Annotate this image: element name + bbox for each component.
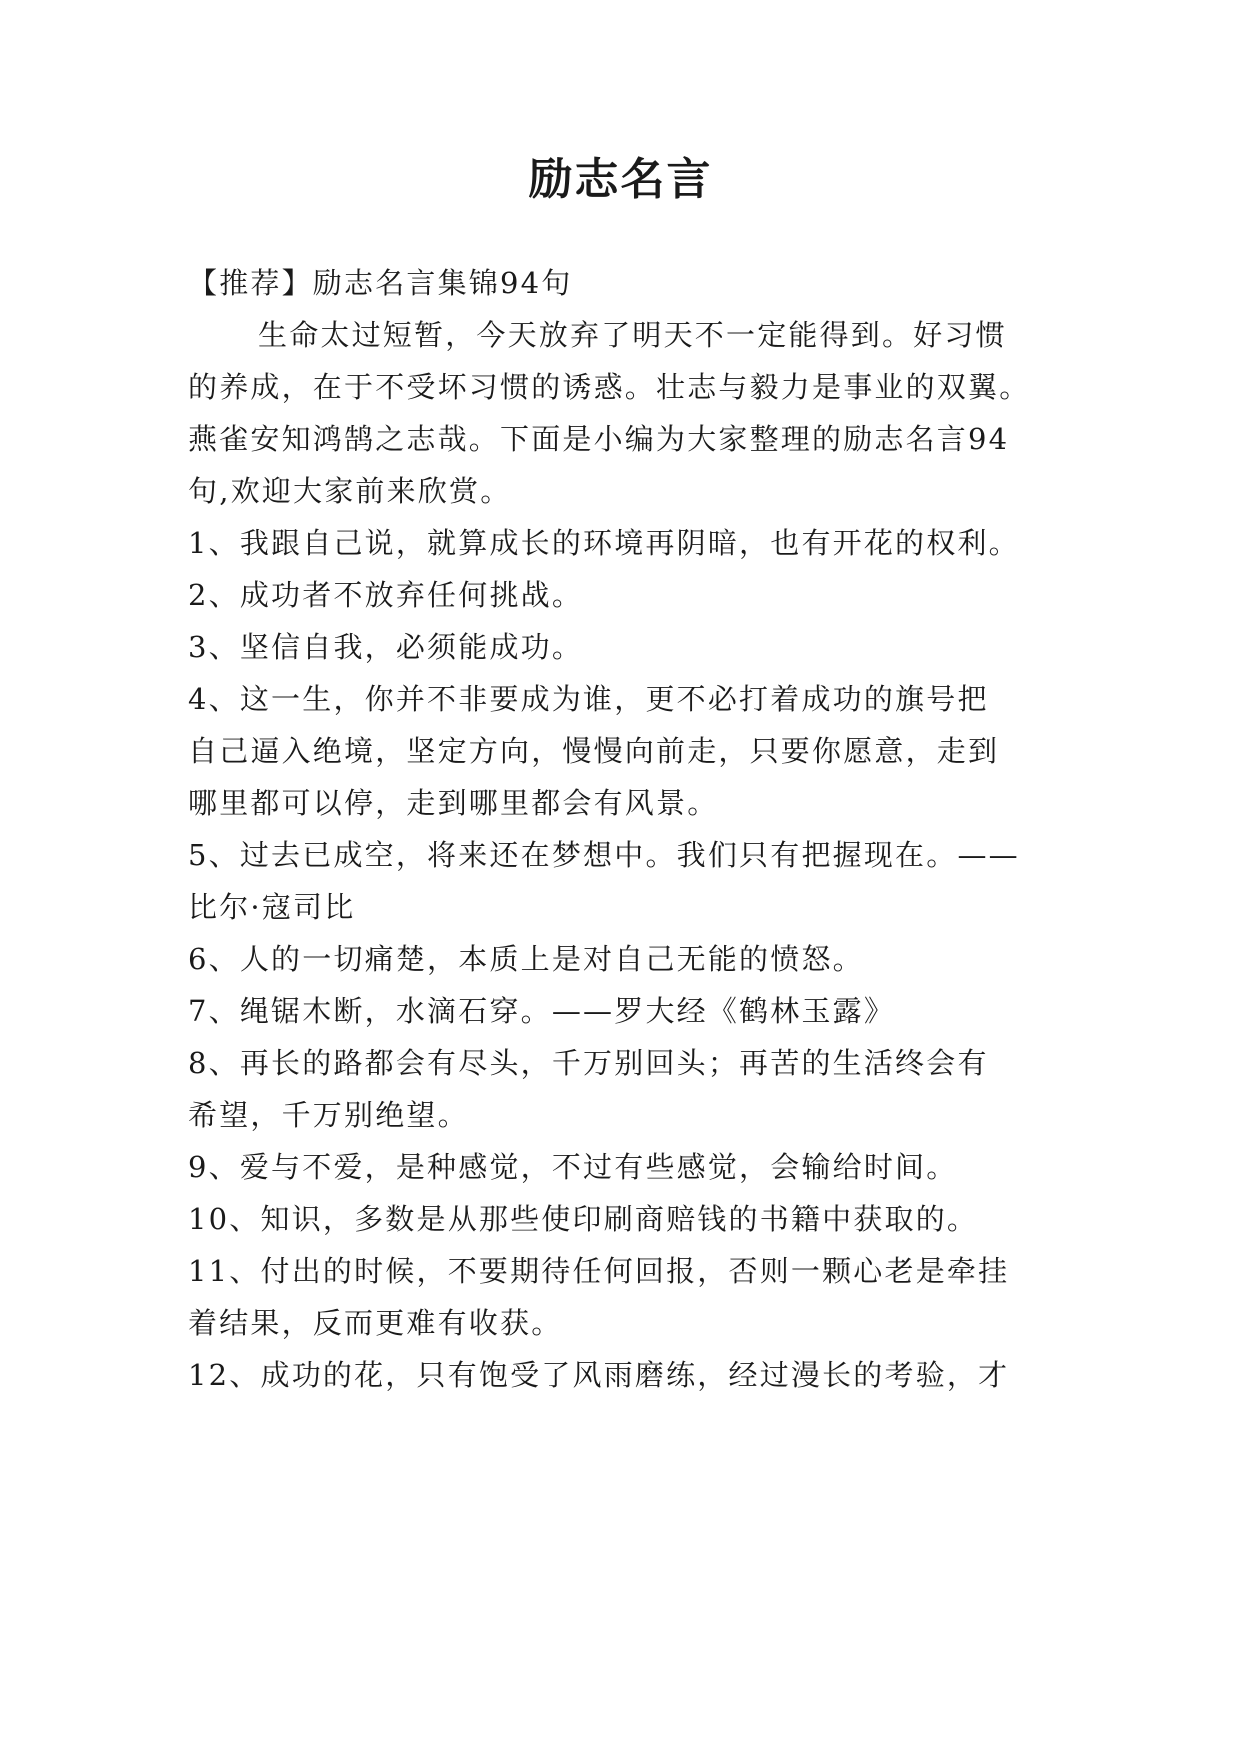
- text-line-intro: 的养成，在于不受坏习惯的诱惑。壮志与毅力是事业的双翼。: [188, 370, 1031, 404]
- text-line-quote: 8、再长的路都会有尽头，千万别回头；再苦的生活终会有: [188, 1046, 989, 1080]
- text-line-quote: 11、付出的时候，不要期待任何回报，否则一颗心老是牵挂: [188, 1254, 1010, 1288]
- text-line-quote: 9、爱与不爱，是种感觉，不过有些感觉，会输给时间。: [188, 1150, 958, 1184]
- text-line-quote: 10、知识，多数是从那些使印刷商赔钱的书籍中获取的。: [188, 1202, 979, 1236]
- text-line-intro: 生命太过短暂，今天放弃了明天不一定能得到。好习惯: [258, 318, 1007, 352]
- text-line-quote: 4、这一生，你并不非要成为谁，更不必打着成功的旗号把: [188, 682, 989, 716]
- text-line-quote: 2、成功者不放弃任何挑战。: [188, 578, 584, 612]
- text-line-quote: 12、成功的花，只有饱受了风雨磨练，经过漫长的考验，才: [188, 1358, 1010, 1392]
- text-line-quote: 哪里都可以停，走到哪里都会有风景。: [188, 786, 719, 820]
- text-line-quote: 比尔·寇司比: [188, 890, 356, 924]
- text-line-quote: 希望，千万别绝望。: [188, 1098, 469, 1132]
- text-line-intro: 燕雀安知鸿鹄之志哉。下面是小编为大家整理的励志名言94: [188, 422, 1010, 456]
- text-line-quote: 7、绳锯木断，水滴石穿。——罗大经《鹤林玉露》: [188, 994, 896, 1028]
- text-line-intro: 句,欢迎大家前来欣赏。: [188, 474, 512, 508]
- text-line-quote: 6、人的一切痛楚，本质上是对自己无能的愤怒。: [188, 942, 864, 976]
- text-line-quote: 自己逼入绝境，坚定方向，慢慢向前走，只要你愿意，走到: [188, 734, 1000, 768]
- text-line-heading: 【推荐】励志名言集锦94句: [188, 266, 573, 300]
- document-title: 励志名言: [528, 154, 713, 205]
- text-line-quote: 着结果，反而更难有收获。: [188, 1306, 563, 1340]
- text-line-quote: 5、过去已成空，将来还在梦想中。我们只有把握现在。——: [188, 838, 1020, 872]
- text-line-quote: 1、我跟自己说，就算成长的环境再阴暗，也有开花的权利。: [188, 526, 1020, 560]
- text-line-quote: 3、坚信自我，必须能成功。: [188, 630, 584, 664]
